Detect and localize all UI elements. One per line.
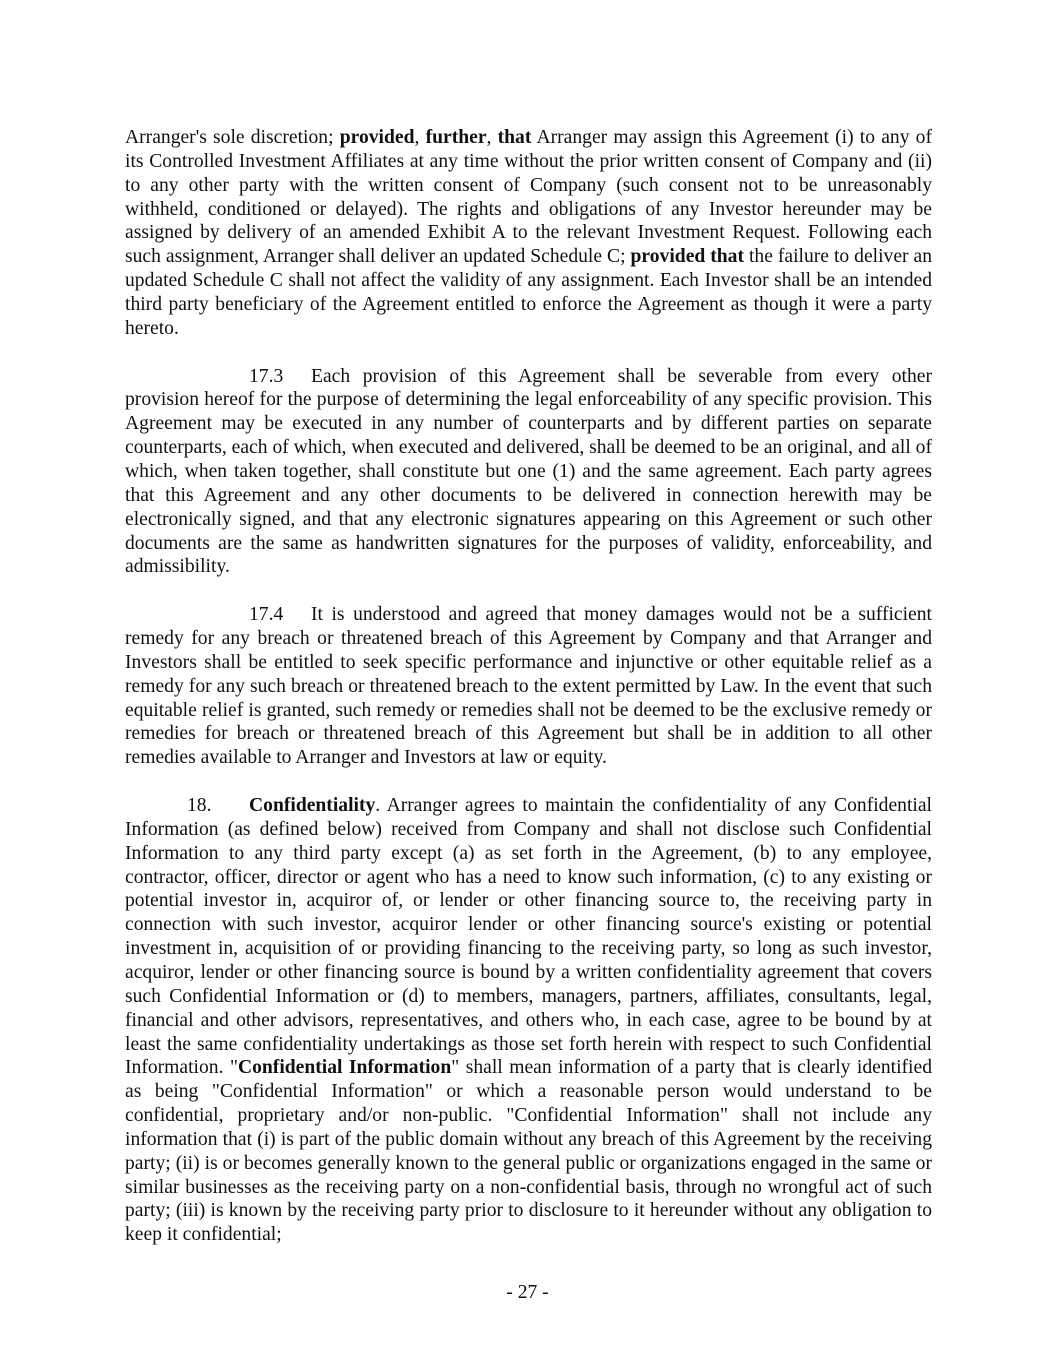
- text-run: " shall mean information of a party that is clearly identified as being "Confidential Information" or which a reasonable person would understand to be confidential, proprietary and/or non-public. "Confidential Information" shall not include any information that (i) is part of the public domain without any breach of this Agreement by the receiving party; (ii) is or becomes generally known to the general public or organizations engaged in the same or similar businesses as the receiving party on a non-confidential basis, through no wrongful act of such party; (iii) is known by the receiving party prior to disclosure to it hereunder without any obligation to keep it confidential;: [125, 1057, 932, 1246]
- section-number: 17.4: [249, 604, 284, 626]
- text-run: ,: [414, 127, 426, 148]
- defined-term-confidential-information: Confidential Information: [237, 1057, 452, 1079]
- bold-term-provided-that: provided that: [630, 246, 744, 268]
- text-run: Arranger's sole discretion;: [125, 127, 340, 148]
- bold-term-further: further: [425, 127, 487, 148]
- text-run: ,: [486, 127, 498, 148]
- section-text: It is understood and agreed that money damages would not be a sufficient remedy for any breach or threatened breach of this Agreement by Company and that Arranger and Investors shall be entitled to seek specific performance and injunctive or other equitable relief as a remedy for any such breach or threatened breach to the extent permitted by Law. In the event that such equitable relief is granted, such remedy or remedies shall not be deemed to be the exclusive remedy or remedies for breach or threatened breach of this Agreement but shall be in addition to all other remedies available to Arranger and Investors at law or equity.: [125, 604, 932, 769]
- section-number: 17.3: [249, 365, 284, 387]
- section-heading: Confidentiality: [249, 795, 376, 817]
- section-number: 18.: [187, 795, 212, 817]
- paragraph-assignment-continued: [125, 126, 932, 341]
- bold-term-that: that: [497, 127, 532, 148]
- text-run: . Arranger agrees to maintain the confidentiality of any Confidential Information (as defined below) received from Company and shall not disclose such Confidential Information to any third party except (a) as set forth in the Agreement, (b) to any employee, contractor, officer, director or agent who has a need to know such information, (c) to any existing or potential investor in, acquiror of, or lender or other financing source to, the receiving party in connection with such investor, acquiror lender or other financing source's existing or potential investment in, acquisition of or providing financing to the receiving party, so long as such investor, acquiror, lender or other financing source is bound by a written confidentiality agreement that covers such Confidential Information or (d) to members, managers, partners, affiliates, consultants, legal, financial and other advisors, representatives, and others who, in each case, agree to be bound by at least the same confidentiality undertakings as those set forth herein with respect to such Confidential Information. ": [125, 795, 932, 1079]
- text-run: Arranger may assign this Agreement (i) to any of its Controlled Investment Affiliates at any time without the prior written consent of Company and (ii) to any other party with the written consent of Company (such consent not to be unreasonably withheld, conditioned or delayed). The rights and obligations of any Investor hereunder may be assigned by delivery of an amended Exhibit A to the relevant Investment Request. Following each such assignment, Arranger shall deliver an updated Schedule C;: [125, 127, 933, 268]
- page-number-footer: - 27 -: [506, 1282, 549, 1303]
- section-17-3: [125, 365, 932, 580]
- section-18-confidentiality: [125, 794, 932, 1247]
- text-run: the failure to deliver an updated Schedule C shall not affect the validity of any assignment. Each Investor shall be an intended third party beneficiary of the Agreement entitled to enforce the Agreement as though it were a party hereto.: [125, 246, 932, 339]
- document-page: [125, 126, 932, 1247]
- section-17-4: [125, 603, 932, 770]
- bold-term-provided: provided: [339, 127, 415, 148]
- section-text: Each provision of this Agreement shall be severable from every other provision hereof for the purpose of determining the legal enforceability of any specific provision. This Agreement may be executed in any number of counterparts and by different parties on separate counterparts, each of which, when executed and delivered, shall be deemed to be an original, and all of which, when taken together, shall constitute but one (1) and the same agreement. Each party agrees that this Agreement and any other documents to be delivered in connection herewith may be electronically signed, and that any electronic signatures appearing on this Agreement or such other documents are the same as handwritten signatures for the purposes of validity, enforceability, and admissibility.: [125, 365, 932, 578]
